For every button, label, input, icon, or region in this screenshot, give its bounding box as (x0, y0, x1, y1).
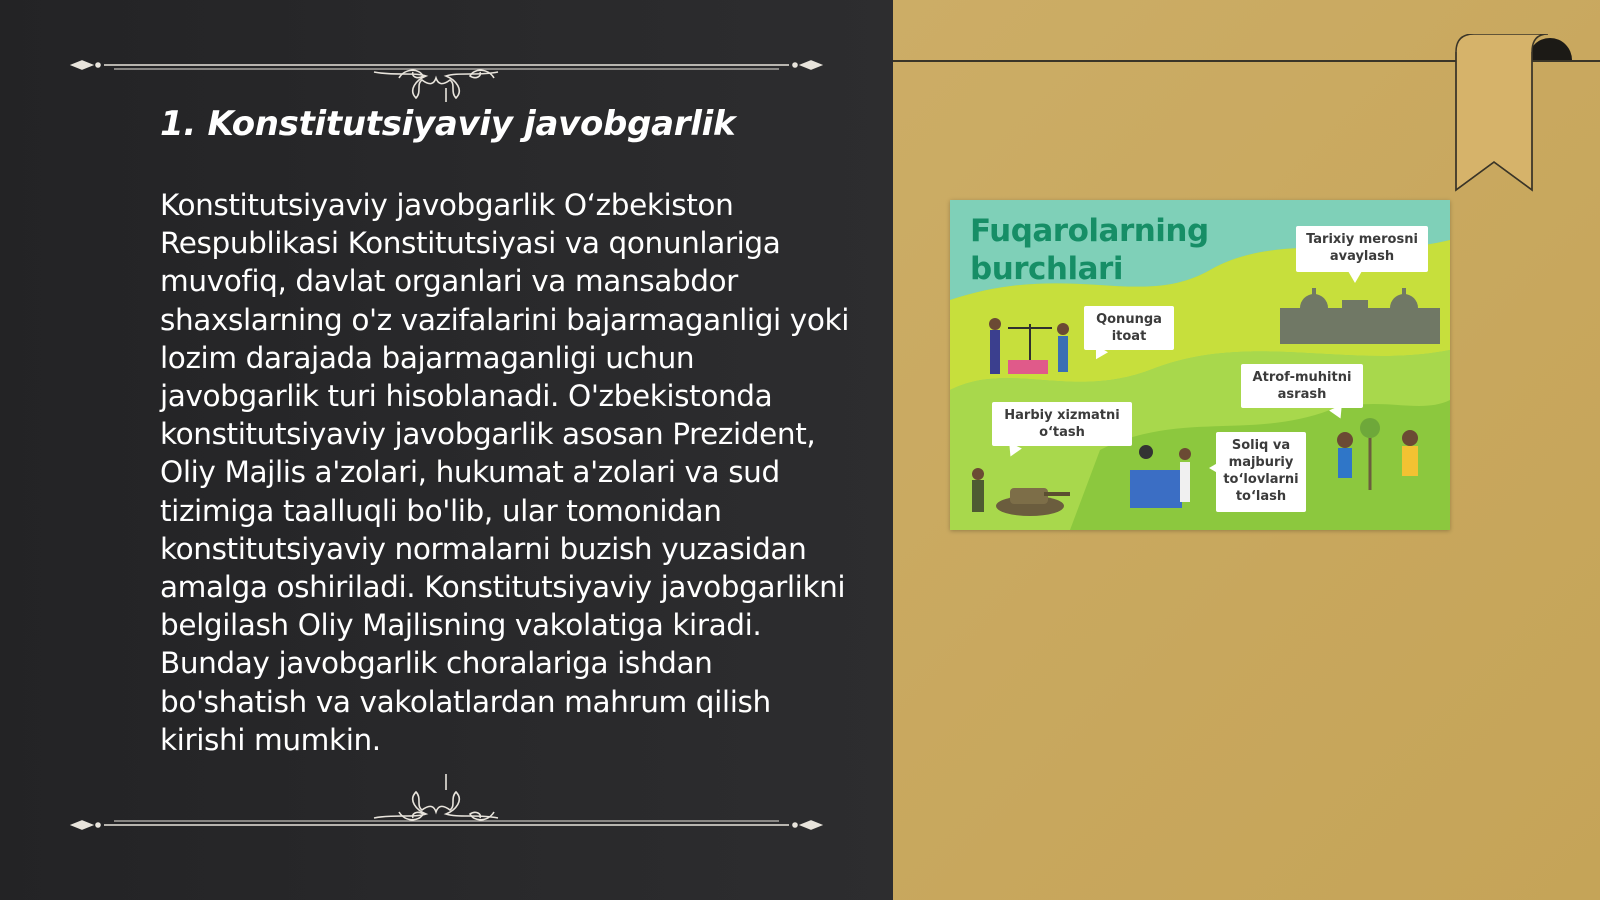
bubble-taxes: Soliq va majburiy to‘lovlarni to‘lash (1216, 432, 1306, 512)
slide-title: 1. Konstitutsiyaviy javobgarlik (160, 104, 736, 144)
infographic-title (970, 212, 1209, 288)
infographic-title-line1: Fuqarolarning (970, 213, 1209, 249)
infographic-title-line2: burchlari (970, 251, 1123, 287)
bubble-heritage: Tarixiy merosni avaylash (1296, 226, 1428, 272)
top-ornament (64, 44, 829, 104)
citizens-duties-infographic (950, 200, 1450, 530)
bubble-law: Qonunga itoat (1084, 306, 1174, 350)
bottom-ornament (64, 770, 829, 830)
bubble-military: Harbiy xizmatni o‘tash (992, 402, 1132, 446)
bookmark-icon (1432, 34, 1600, 202)
bubble-environment: Atrof-muhitni asrash (1241, 364, 1363, 408)
slide-body-text: Konstitutsiyaviy javobgarlik O‘zbekiston Respublikasi Konstitutsiyasi va qonunlariga muvofiq, davlat organlari va mansabdor shaxslarning o'z vazifalarini bajarmaganligi yoki lozim darajada bajarmaganligi uchun javobgarlik turi hisoblanadi. O'zbekistonda konstitutsiyaviy javobgarlik asosan Prezident, Oliy Majlis a'zolari, hukumat a'zolari va sud tizimiga taalluqli bo'lib, ular tomonidan konstitutsiyaviy normalarni buzish yuzasidan amalga oshiriladi. Konstitutsiyaviy javobgarlikni belgilash Oliy Majlisning vakolatiga kiradi. Bunday javobgarlik choralariga ishdan bo'shatish va vakolatlardan mahrum qilish kirishi mumkin. (160, 188, 849, 757)
